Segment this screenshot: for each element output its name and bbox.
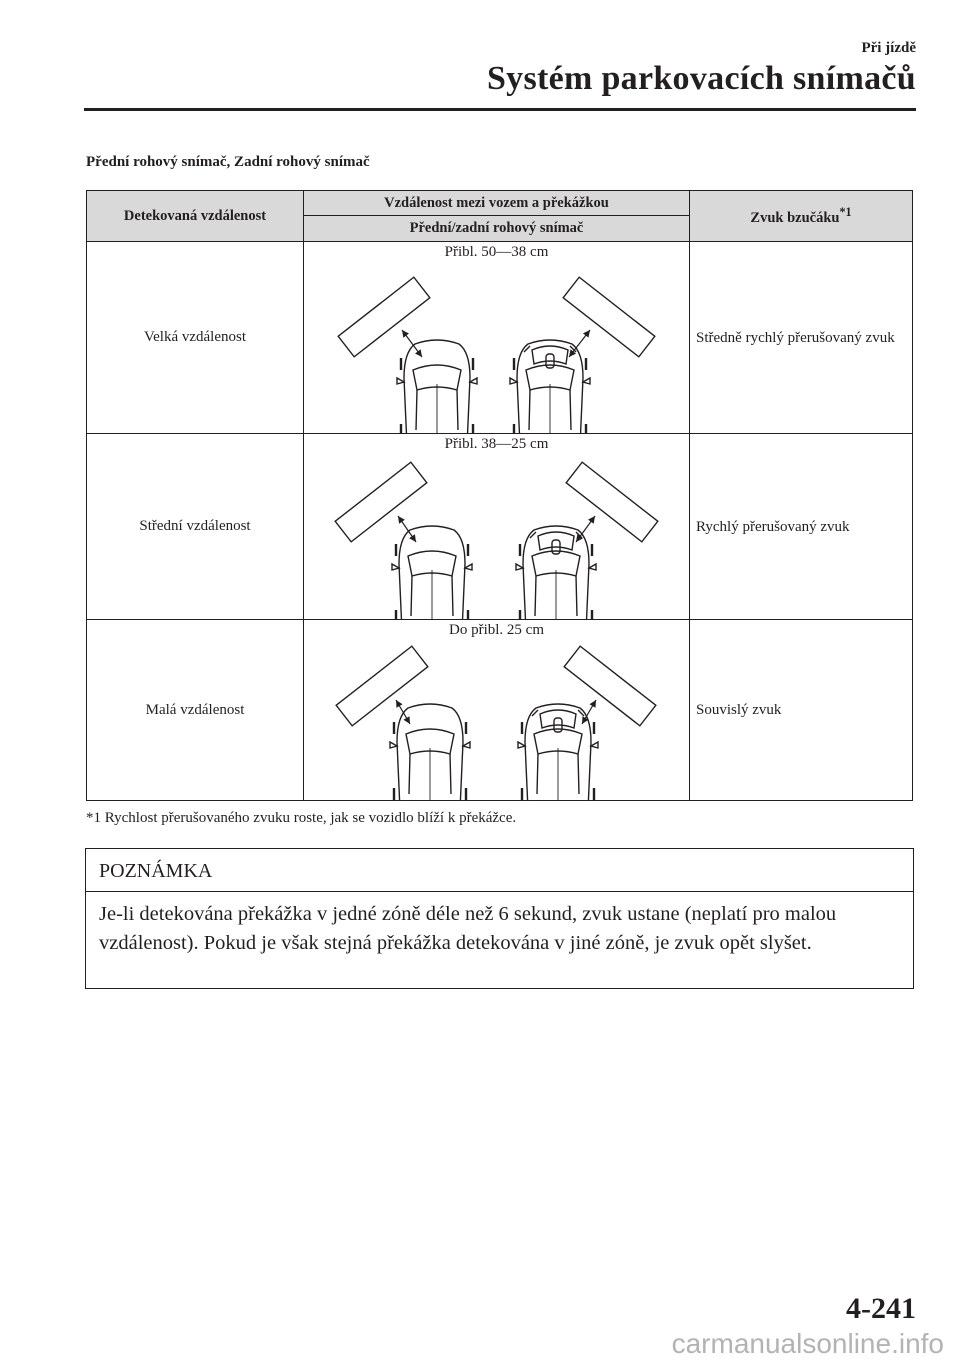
distance-arrow-left — [396, 700, 410, 724]
distance-arrow-left — [402, 330, 422, 357]
note-heading: POZNÁMKA — [86, 849, 913, 892]
header-buzzer-sound — [690, 191, 913, 242]
distance-label: Velká vzdálenost — [87, 242, 304, 434]
diagram-cell — [304, 620, 690, 801]
table-row — [87, 620, 913, 801]
buzzer-sound: Souvislý zvuk — [690, 620, 913, 801]
page-title: Systém parkovacích snímačů — [486, 60, 916, 97]
buzzer-label: Zvuk bzučáku — [750, 209, 840, 226]
parking-diagram — [304, 434, 690, 620]
obstacle-right — [563, 277, 655, 357]
buzzer-footnote-mark: *1 — [839, 205, 852, 220]
sub-heading: Přední rohový snímač, Zadní rohový snímač — [86, 154, 370, 170]
obstacle-left — [335, 462, 427, 542]
note-body: Je-li detekována překážka v jedné zóně déle než 6 sekund, zvuk ustane (neplatí pro malou vzdálenost). Pokud je však stejná překážka detekována v jiné zóně, je zvuk opět slyšet. — [99, 903, 837, 954]
diagram-cell — [304, 434, 690, 620]
header-detected-distance: Detekovaná vzdálenost — [87, 191, 304, 242]
section-label: Při jízdě — [861, 40, 916, 56]
footnote: *1 Rychlost přerušovaného zvuku roste, jak se vozidlo blíží k překážce. — [86, 810, 517, 826]
distance-arrow-right — [576, 516, 595, 542]
parking-diagram — [304, 242, 690, 434]
distance-range: Do přibl. 25 cm — [449, 622, 544, 638]
distance-range: Přibl. 50—38 cm — [444, 244, 549, 260]
parking-diagram — [304, 620, 690, 801]
buzzer-sound: Rychlý přerušovaný zvuk — [690, 434, 913, 620]
distance-label: Malá vzdálenost — [87, 620, 304, 801]
diagram-cell — [304, 242, 690, 434]
distance-range: Přibl. 38—25 cm — [444, 436, 549, 452]
car-rear-view — [516, 526, 596, 620]
table-row — [87, 242, 913, 434]
obstacle-right — [566, 462, 658, 542]
obstacle-right — [564, 646, 656, 726]
distance-table — [86, 190, 913, 801]
header-distance-to-obstacle: Vzdálenost mezi vozem a překážkou — [304, 191, 690, 216]
car-front-view — [392, 526, 472, 620]
obstacle-left — [338, 277, 430, 357]
obstacle-left — [336, 646, 428, 726]
car-front-view — [397, 340, 477, 434]
note-box — [85, 848, 914, 989]
distance-label: Střední vzdálenost — [87, 434, 304, 620]
watermark: carmanualsonline.info — [671, 1328, 944, 1359]
table-row — [87, 434, 913, 620]
car-rear-view — [510, 340, 590, 434]
title-rule — [84, 108, 916, 111]
buzzer-sound: Středně rychlý přerušovaný zvuk — [690, 242, 913, 434]
page-number: 4-241 — [846, 1292, 916, 1325]
header-corner-sensor: Přední/zadní rohový snímač — [304, 216, 690, 242]
car-front-view — [390, 704, 470, 801]
